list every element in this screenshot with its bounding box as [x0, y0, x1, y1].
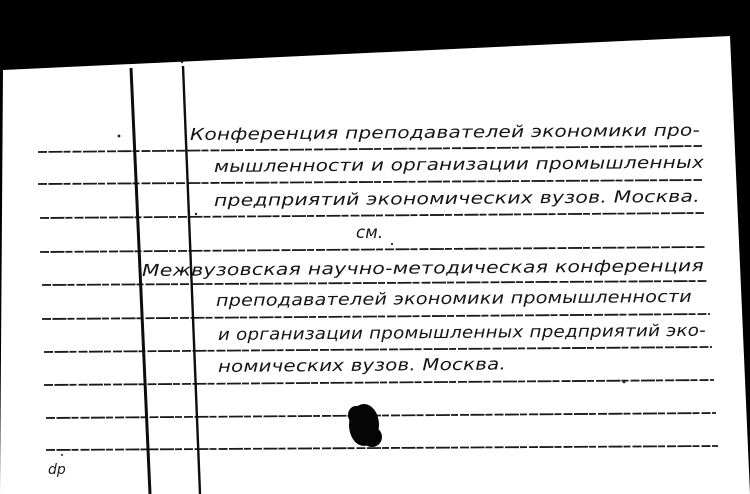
entry-2-line-4: номических вузов. Москва. [217, 354, 459, 376]
entry-2-line-2: преподавателей экономики промышленности [215, 287, 627, 310]
entry-2-line-3: и организации промышленных предприятий эко- [217, 321, 659, 344]
entry-1-line-3: предприятий экономических вузов. Москва. [213, 187, 608, 210]
corner-mark: dp [48, 462, 66, 478]
entry-1 [190, 121, 704, 210]
cross-reference: см. [356, 223, 384, 242]
entry-2-line-1: Межвузовская научно-методическая конференция [141, 257, 597, 280]
entry-1-line-2: мышленности и организации промышленных [213, 153, 620, 176]
entry-1-line-1: Конференция преподавателей экономики про- [189, 121, 611, 144]
